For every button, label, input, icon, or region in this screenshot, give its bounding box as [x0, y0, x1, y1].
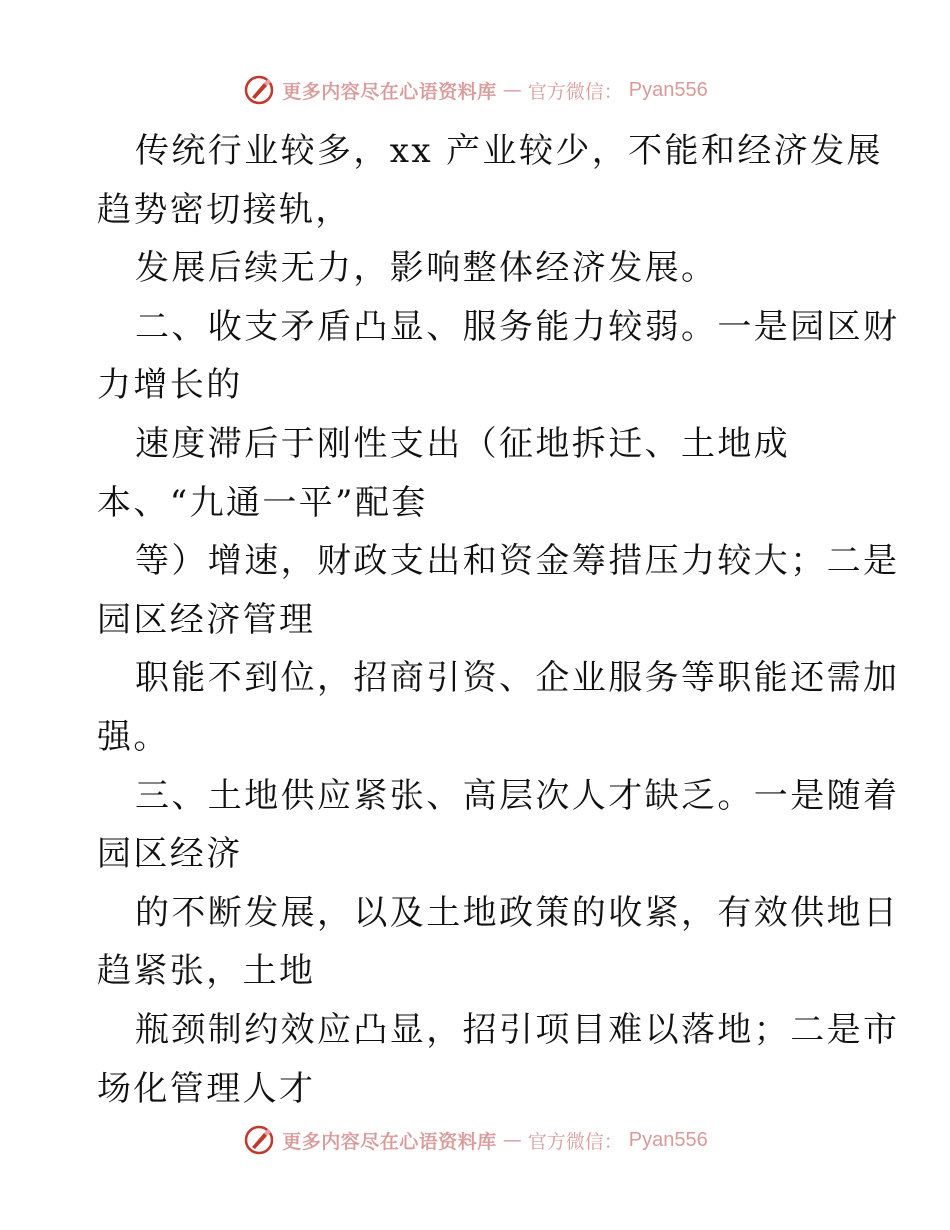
document-line: 强。: [97, 716, 170, 757]
document-line: 二、收支矛盾凸显、服务能力较弱。一是园区财: [135, 306, 900, 347]
document-line: 瓶颈制约效应凸显，招引项目难以落地；二是市: [135, 1009, 900, 1050]
watermark-separator: —: [502, 1129, 522, 1151]
watermark-separator: —: [502, 79, 522, 101]
document-line: 园区经济管理: [97, 599, 316, 640]
document-line: 场化管理人才: [97, 1068, 316, 1109]
document-line: 园区经济: [97, 834, 243, 875]
watermark-main-text: 更多内容尽在心语资料库: [282, 1130, 497, 1153]
document-body: [97, 122, 900, 1118]
footer-watermark: [0, 1120, 950, 1160]
document-line: 力增长的: [97, 365, 243, 406]
document-line: 本、“九通一平”配套: [97, 482, 428, 523]
header-watermark: [0, 70, 950, 110]
watermark-wechat-id: Pyan556: [628, 78, 708, 101]
pen-nib-logo-icon: [242, 1123, 276, 1157]
document-line: 职能不到位，招商引资、企业服务等职能还需加: [135, 658, 900, 699]
document-line: 趋势密切接轨，: [97, 189, 352, 230]
document-line: 速度滞后于刚性支出（征地拆迁、土地成: [135, 423, 791, 464]
document-line: 传统行业较多，xx 产业较少，不能和经济发展: [135, 131, 883, 171]
pen-nib-logo-icon: [242, 73, 276, 107]
document-line: 三、土地供应紧张、高层次人才缺乏。一是随着: [135, 775, 900, 816]
document-line: 等）增速，财政支出和资金筹措压力较大；二是: [135, 541, 900, 582]
watermark-wechat-label: 官方微信：: [527, 1130, 623, 1153]
document-line: 发展后续无力，影响整体经济发展。: [135, 248, 718, 289]
watermark-main-text: 更多内容尽在心语资料库: [282, 80, 497, 103]
watermark-wechat-label: 官方微信：: [527, 80, 623, 103]
watermark-wechat-id: Pyan556: [628, 1128, 708, 1151]
document-line: 的不断发展，以及土地政策的收紧，有效供地日: [135, 892, 900, 933]
document-line: 趋紧张，土地: [97, 951, 316, 992]
